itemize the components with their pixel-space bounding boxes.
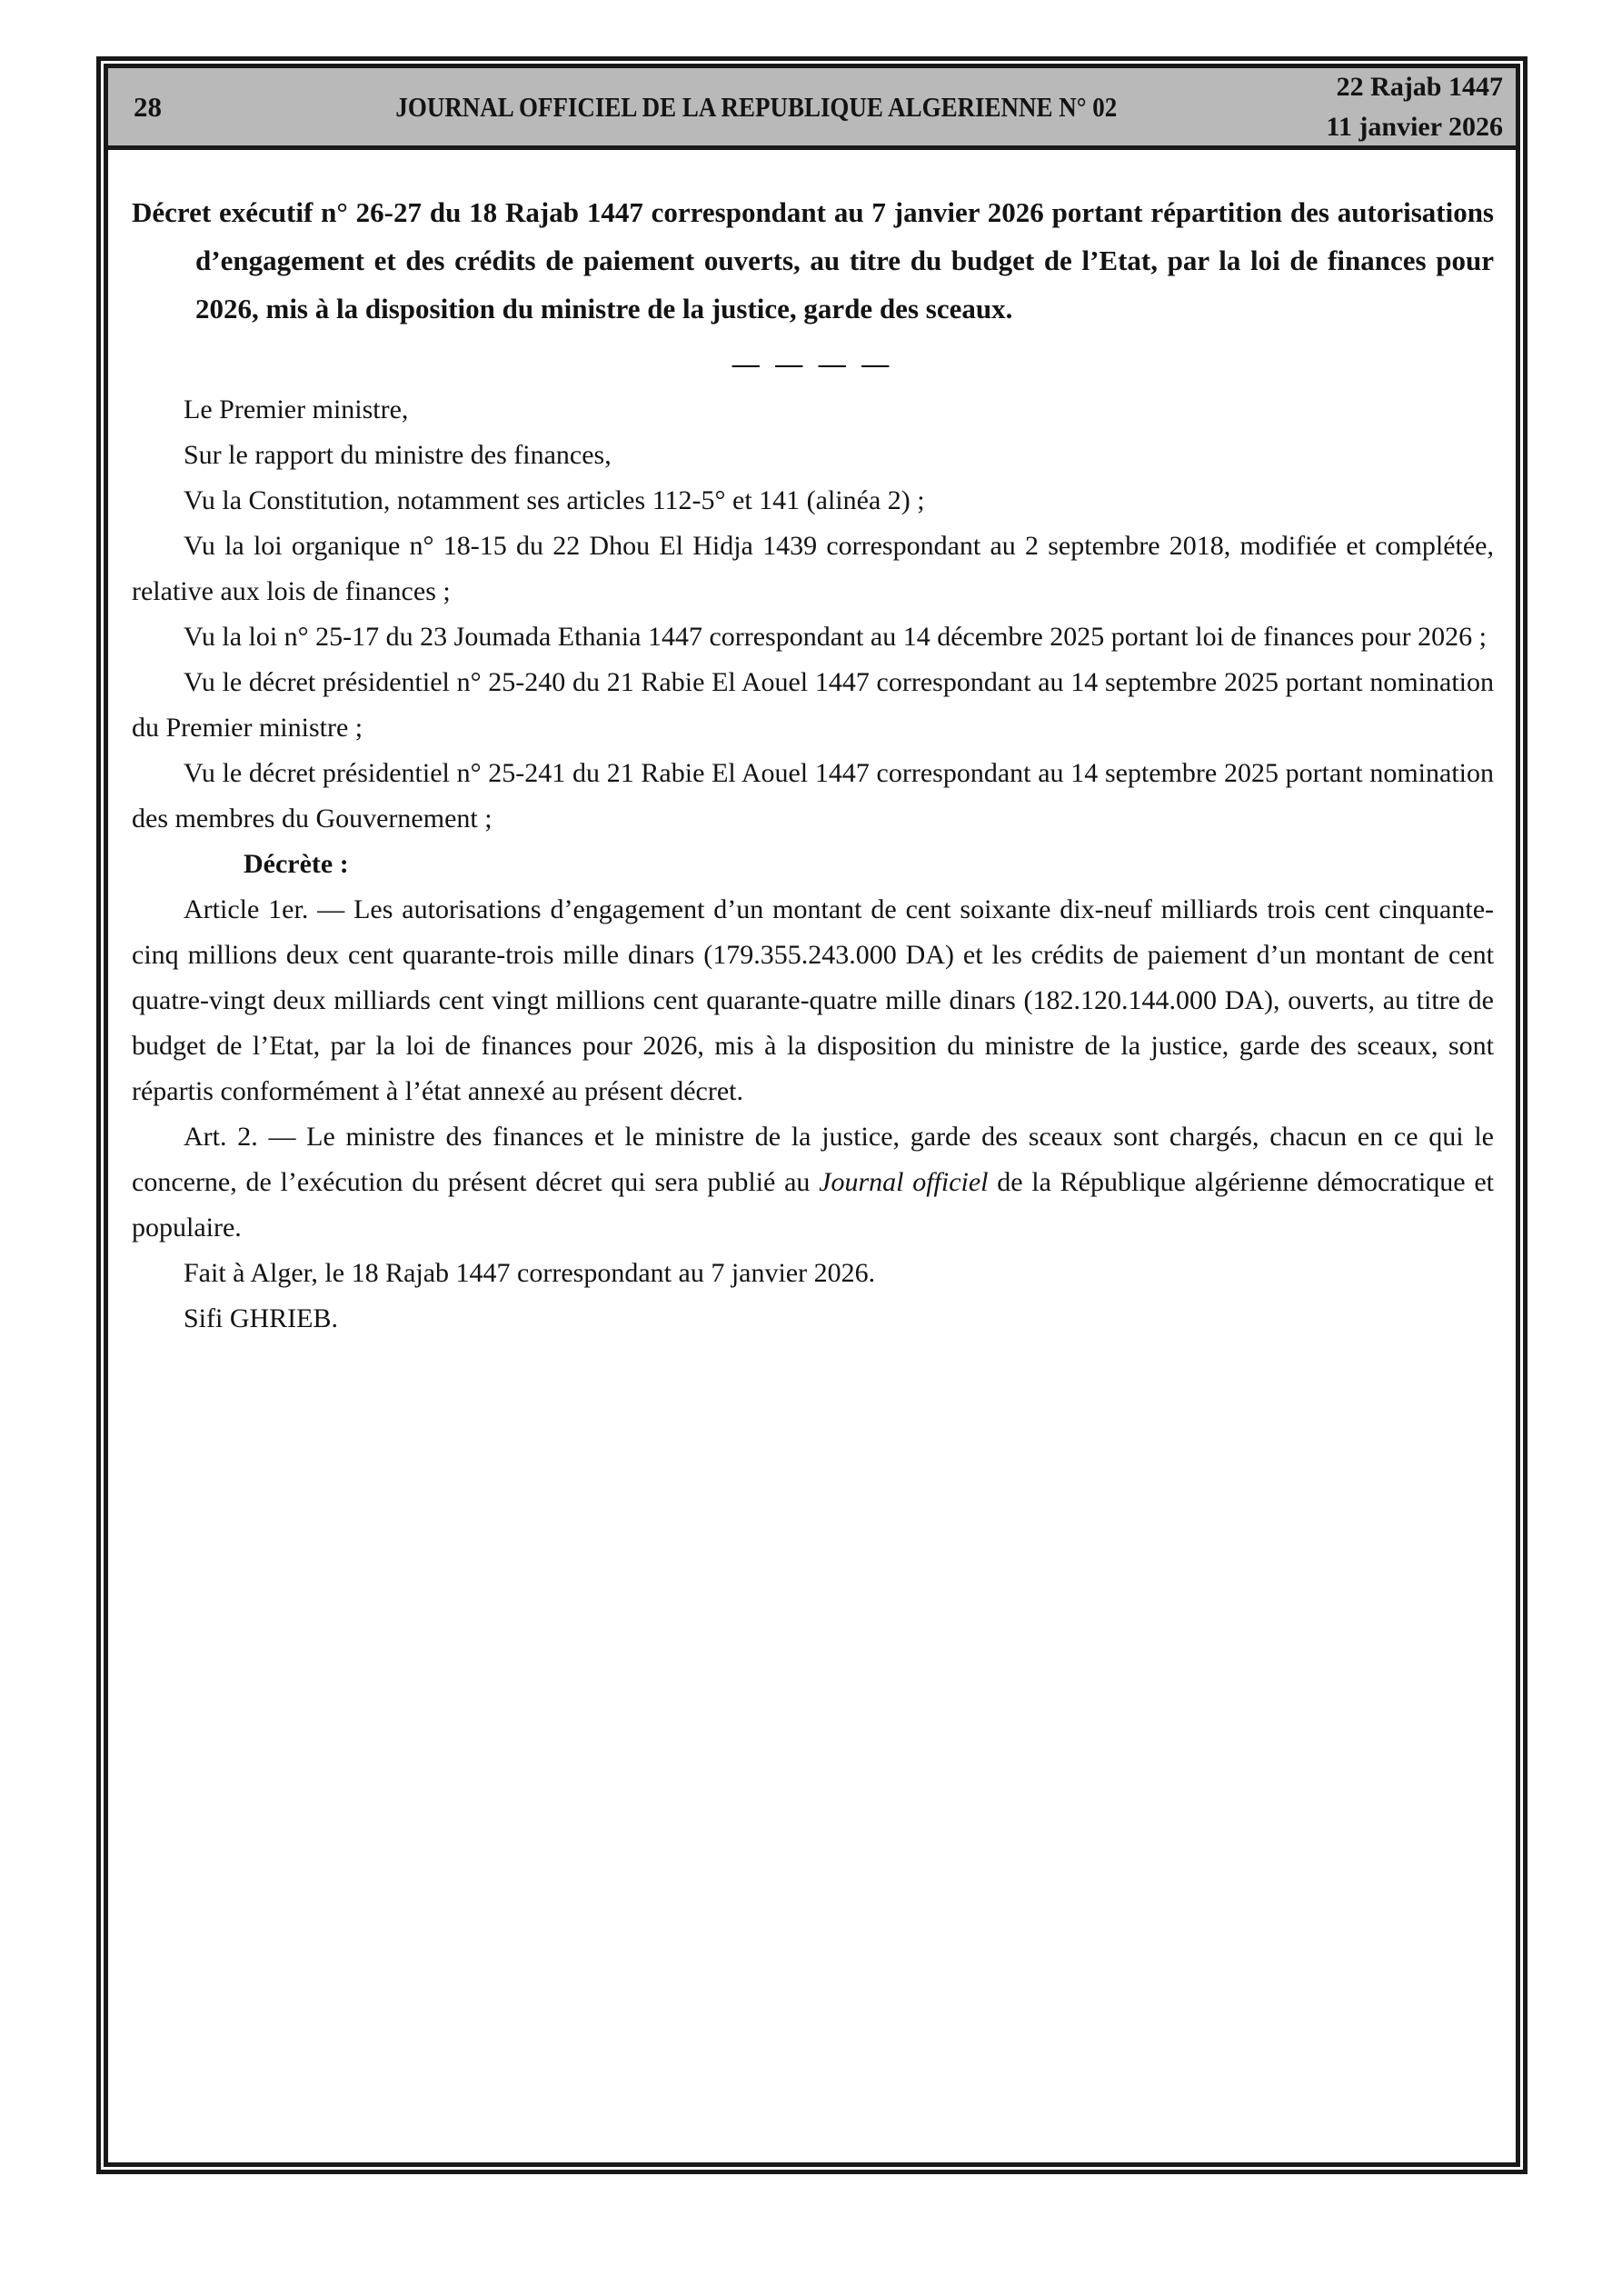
decree-body — [108, 150, 1516, 1342]
paragraph-vu-decret-25-241: Vu le décret présidentiel n° 25-241 du 21 Rabie El Aouel 1447 correspondant au 14 septembre 2025 portant nomination des membres du Gouvernement ; — [132, 758, 1494, 834]
page-frame-inner — [104, 64, 1520, 2167]
title-separator: — — — — — [731, 349, 894, 379]
journal-title-text: JOURNAL OFFICIEL DE LA REPUBLIQUE ALGERIENNE N° 02 — [395, 90, 1118, 123]
article-1: Article 1er. — Les autorisations d’engagement d’un montant de cent soixante dix-neuf milliards trois cent cinquante-cinq millions deux cent quarante-trois mille dinars (179.355.243.000 DA) et les crédits de paiement d’un montant de cent quatre-vingt deux milliards cent vingt millions cent quarante-quatre mille dinars (182.120.144.000 DA), ouverts, au titre de budget de l’Etat, par la loi de finances pour 2026, mis à la disposition du ministre de la justice, garde des sceaux, sont répartis conformément à l’état annexé au présent décret. — [132, 894, 1494, 1106]
signature: Sifi GHRIEB. — [184, 1303, 339, 1333]
decrete-label: Décrète : — [244, 849, 349, 879]
paragraph-vu-decret-25-240: Vu le décret présidentiel n° 25-240 du 21 Rabie El Aouel 1447 correspondant au 14 septembre 2025 portant nomination du Premier ministre ; — [132, 667, 1494, 743]
article-2: Art. 2. — Le ministre des finances et le ministre de la justice, garde des sceaux sont chargés, chacun en ce qui le concerne, de l’exécution du présent décret qui sera publié au Journal officiel de la République algérienne démocratique et populaire. — [132, 1122, 1494, 1243]
paragraph-vu-loi-organique: Vu la loi organique n° 18-15 du 22 Dhou El Hidja 1439 correspondant au 2 septembre 2018, modifiée et complétée, relative aux lois de finances ; — [132, 531, 1494, 606]
masthead — [108, 68, 1516, 150]
paragraph-vu-loi-25-17: Vu la loi n° 25-17 du 23 Joumada Ethania 1447 correspondant au 14 décembre 2025 portant loi de finances pour 2026 ; — [184, 622, 1488, 652]
issue-dates — [1327, 67, 1503, 147]
page-frame — [96, 56, 1527, 2174]
paragraph-rapport: Sur le rapport du ministre des finances, — [184, 440, 612, 470]
journal-title — [197, 91, 1327, 124]
page-number: 28 — [134, 90, 162, 123]
paragraph-premier-ministre: Le Premier ministre, — [184, 394, 409, 424]
date-gregorian: 11 janvier 2026 — [1326, 111, 1503, 142]
paragraph-vu-constitution: Vu la Constitution, notamment ses articles 112-5° et 141 (alinéa 2) ; — [184, 485, 925, 515]
decree-title: Décret exécutif n° 26-27 du 18 Rajab 1447 correspondant au 7 janvier 2026 portant répartition des autorisations d’engagement et des crédits de paiement ouverts, au titre du budget de l’Etat, par la loi de finances pour 2026, mis à la disposition du ministre de la justice, garde des sceaux. — [132, 196, 1494, 324]
place-and-date-line: Fait à Alger, le 18 Rajab 1447 correspondant au 7 janvier 2026. — [184, 1258, 876, 1288]
date-hijri: 22 Rajab 1447 — [1336, 71, 1503, 102]
